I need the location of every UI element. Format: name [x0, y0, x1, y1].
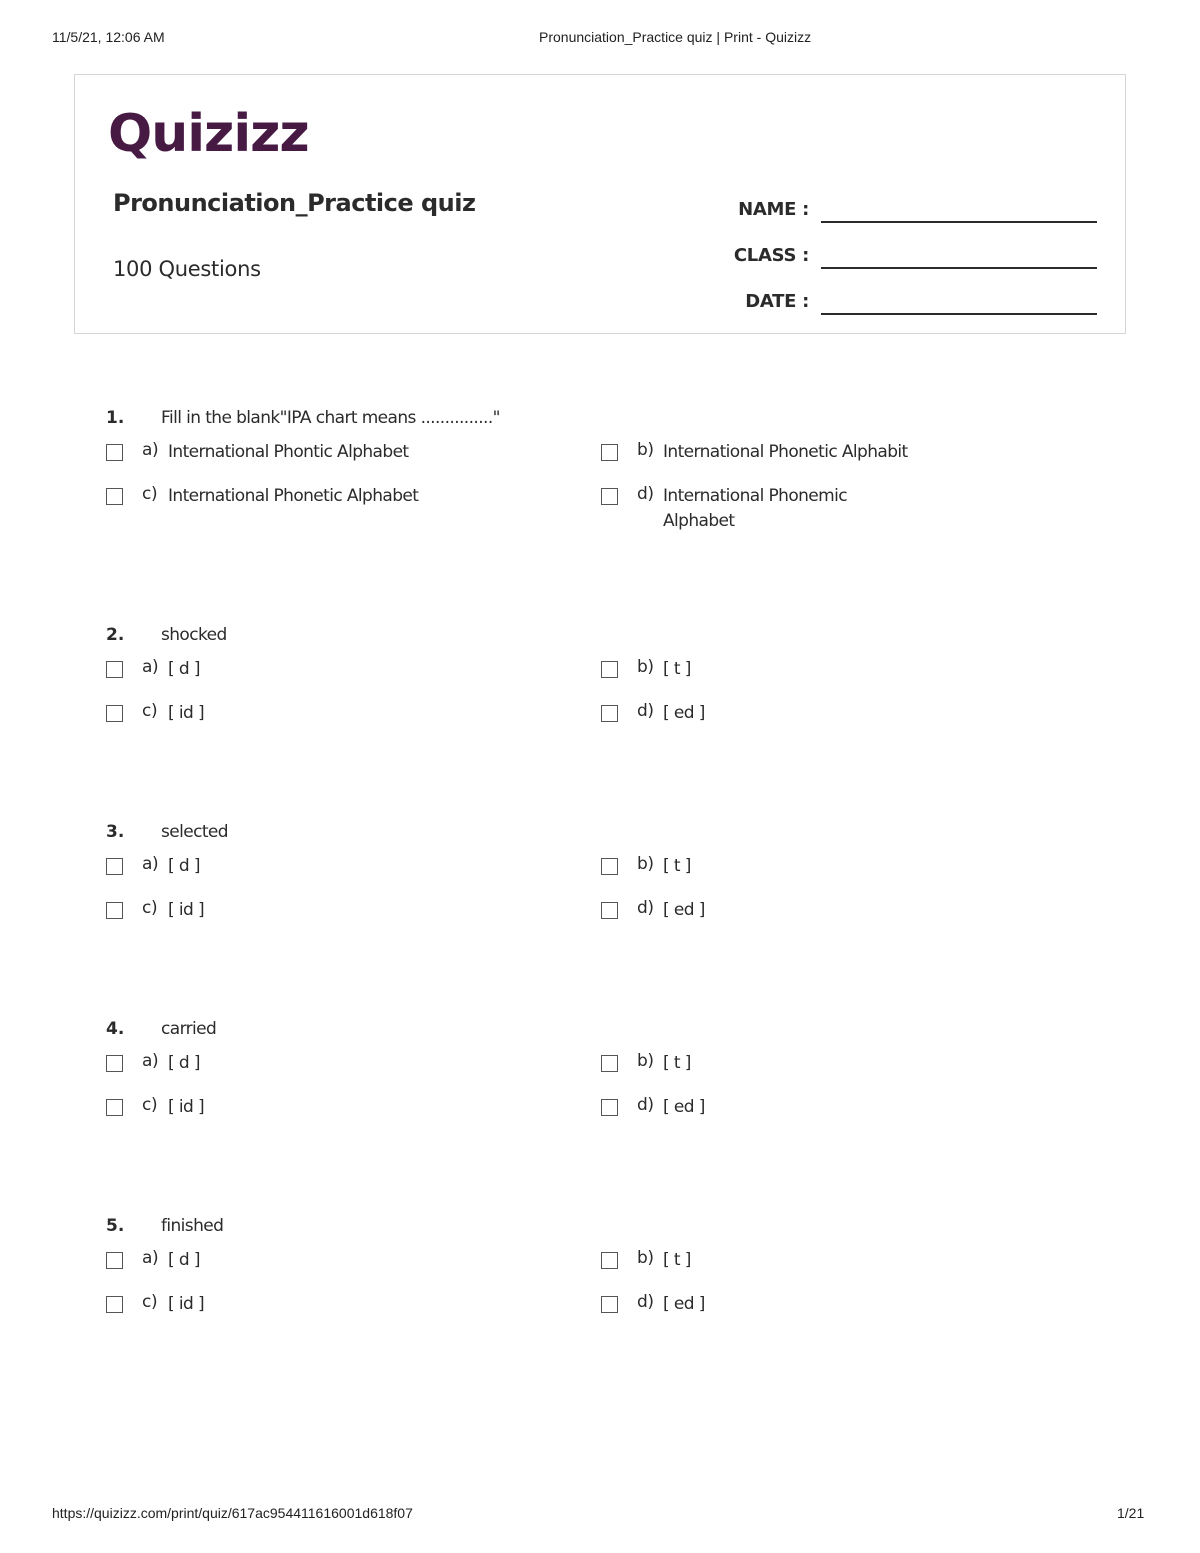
option-letter: a) — [142, 440, 159, 460]
checkbox[interactable] — [106, 444, 123, 461]
option-text: [ d ] — [168, 1053, 200, 1073]
option-letter: a) — [142, 854, 159, 874]
name-line[interactable] — [821, 221, 1097, 223]
question-text: Fill in the blank"IPA chart means ..............." — [161, 408, 500, 428]
date-label: DATE : — [745, 291, 809, 312]
checkbox[interactable] — [601, 444, 618, 461]
option-text: International Phonemic Alphabet — [663, 486, 847, 531]
question-number: 1. — [106, 408, 125, 428]
option-text: [ t ] — [663, 1053, 691, 1073]
option-text: [ id ] — [168, 900, 204, 920]
checkbox[interactable] — [601, 858, 618, 875]
option-text: [ ed ] — [663, 703, 705, 723]
checkbox[interactable] — [601, 1055, 618, 1072]
option-text: [ id ] — [168, 1294, 204, 1314]
option-letter: b) — [637, 440, 654, 460]
option-letter: b) — [637, 1051, 654, 1071]
option-letter: c) — [142, 484, 158, 504]
option-letter: c) — [142, 1095, 158, 1115]
print-footer — [0, 1505, 1200, 1525]
question-number: 3. — [106, 822, 125, 842]
option-text: [ ed ] — [663, 1097, 705, 1117]
question-text: shocked — [161, 625, 227, 645]
date-field[interactable] — [715, 291, 1097, 325]
checkbox[interactable] — [601, 661, 618, 678]
checkbox[interactable] — [601, 705, 618, 722]
option-letter: d) — [637, 484, 654, 504]
class-label: CLASS : — [733, 245, 809, 266]
option-text: [ id ] — [168, 703, 204, 723]
question-text: finished — [161, 1216, 224, 1236]
question-text: selected — [161, 822, 228, 842]
checkbox[interactable] — [601, 488, 618, 505]
option-text: International Phonetic Alphabit — [663, 442, 908, 462]
option-letter: c) — [142, 898, 158, 918]
quizizz-logo: Quizizz — [108, 104, 309, 164]
option-letter: a) — [142, 1248, 159, 1268]
checkbox[interactable] — [106, 858, 123, 875]
option-letter: a) — [142, 657, 159, 677]
checkbox[interactable] — [106, 1252, 123, 1269]
class-field[interactable] — [715, 245, 1097, 279]
checkbox[interactable] — [106, 1296, 123, 1313]
print-header — [0, 29, 1200, 49]
question-number: 4. — [106, 1019, 125, 1039]
checkbox[interactable] — [106, 661, 123, 678]
checkbox[interactable] — [601, 1296, 618, 1313]
option-letter: c) — [142, 1292, 158, 1312]
checkbox[interactable] — [601, 1099, 618, 1116]
name-field[interactable] — [715, 199, 1097, 233]
option-letter: b) — [637, 1248, 654, 1268]
option-text: [ id ] — [168, 1097, 204, 1117]
worksheet-header-card — [74, 74, 1126, 334]
option-text: [ t ] — [663, 856, 691, 876]
question-count: 100 Questions — [113, 257, 261, 281]
option-letter: d) — [637, 898, 654, 918]
option-letter: b) — [637, 854, 654, 874]
print-page-title: Pronunciation_Practice quiz | Print - Quizizz — [539, 29, 812, 45]
print-datetime: 11/5/21, 12:06 AM — [52, 29, 165, 45]
print-url[interactable]: https://quizizz.com/print/quiz/617ac954411616001d618f07 — [52, 1505, 413, 1521]
option-letter: b) — [637, 657, 654, 677]
option-letter: d) — [637, 1095, 654, 1115]
name-label: NAME : — [738, 199, 809, 220]
class-line[interactable] — [821, 267, 1097, 269]
checkbox[interactable] — [106, 1099, 123, 1116]
checkbox[interactable] — [106, 1055, 123, 1072]
option-text: International Phonetic Alphabet — [168, 486, 419, 506]
checkbox[interactable] — [106, 902, 123, 919]
option-text: [ t ] — [663, 1250, 691, 1270]
option-text: [ d ] — [168, 659, 200, 679]
date-line[interactable] — [821, 313, 1097, 315]
checkbox[interactable] — [601, 1252, 618, 1269]
option-letter: c) — [142, 701, 158, 721]
checkbox[interactable] — [106, 488, 123, 505]
option-text: [ ed ] — [663, 1294, 705, 1314]
option-text: [ ed ] — [663, 900, 705, 920]
checkbox[interactable] — [601, 902, 618, 919]
print-page-number: 1/21 — [1117, 1505, 1145, 1521]
option-text: [ d ] — [168, 856, 200, 876]
question-number: 2. — [106, 625, 125, 645]
option-letter: d) — [637, 1292, 654, 1312]
option-letter: a) — [142, 1051, 159, 1071]
option-text: International Phontic Alphabet — [168, 442, 409, 462]
quiz-title: Pronunciation_Practice quiz — [113, 189, 476, 217]
option-text: [ t ] — [663, 659, 691, 679]
checkbox[interactable] — [106, 705, 123, 722]
question-text: carried — [161, 1019, 217, 1039]
question-number: 5. — [106, 1216, 125, 1236]
option-text: [ d ] — [168, 1250, 200, 1270]
option-letter: d) — [637, 701, 654, 721]
